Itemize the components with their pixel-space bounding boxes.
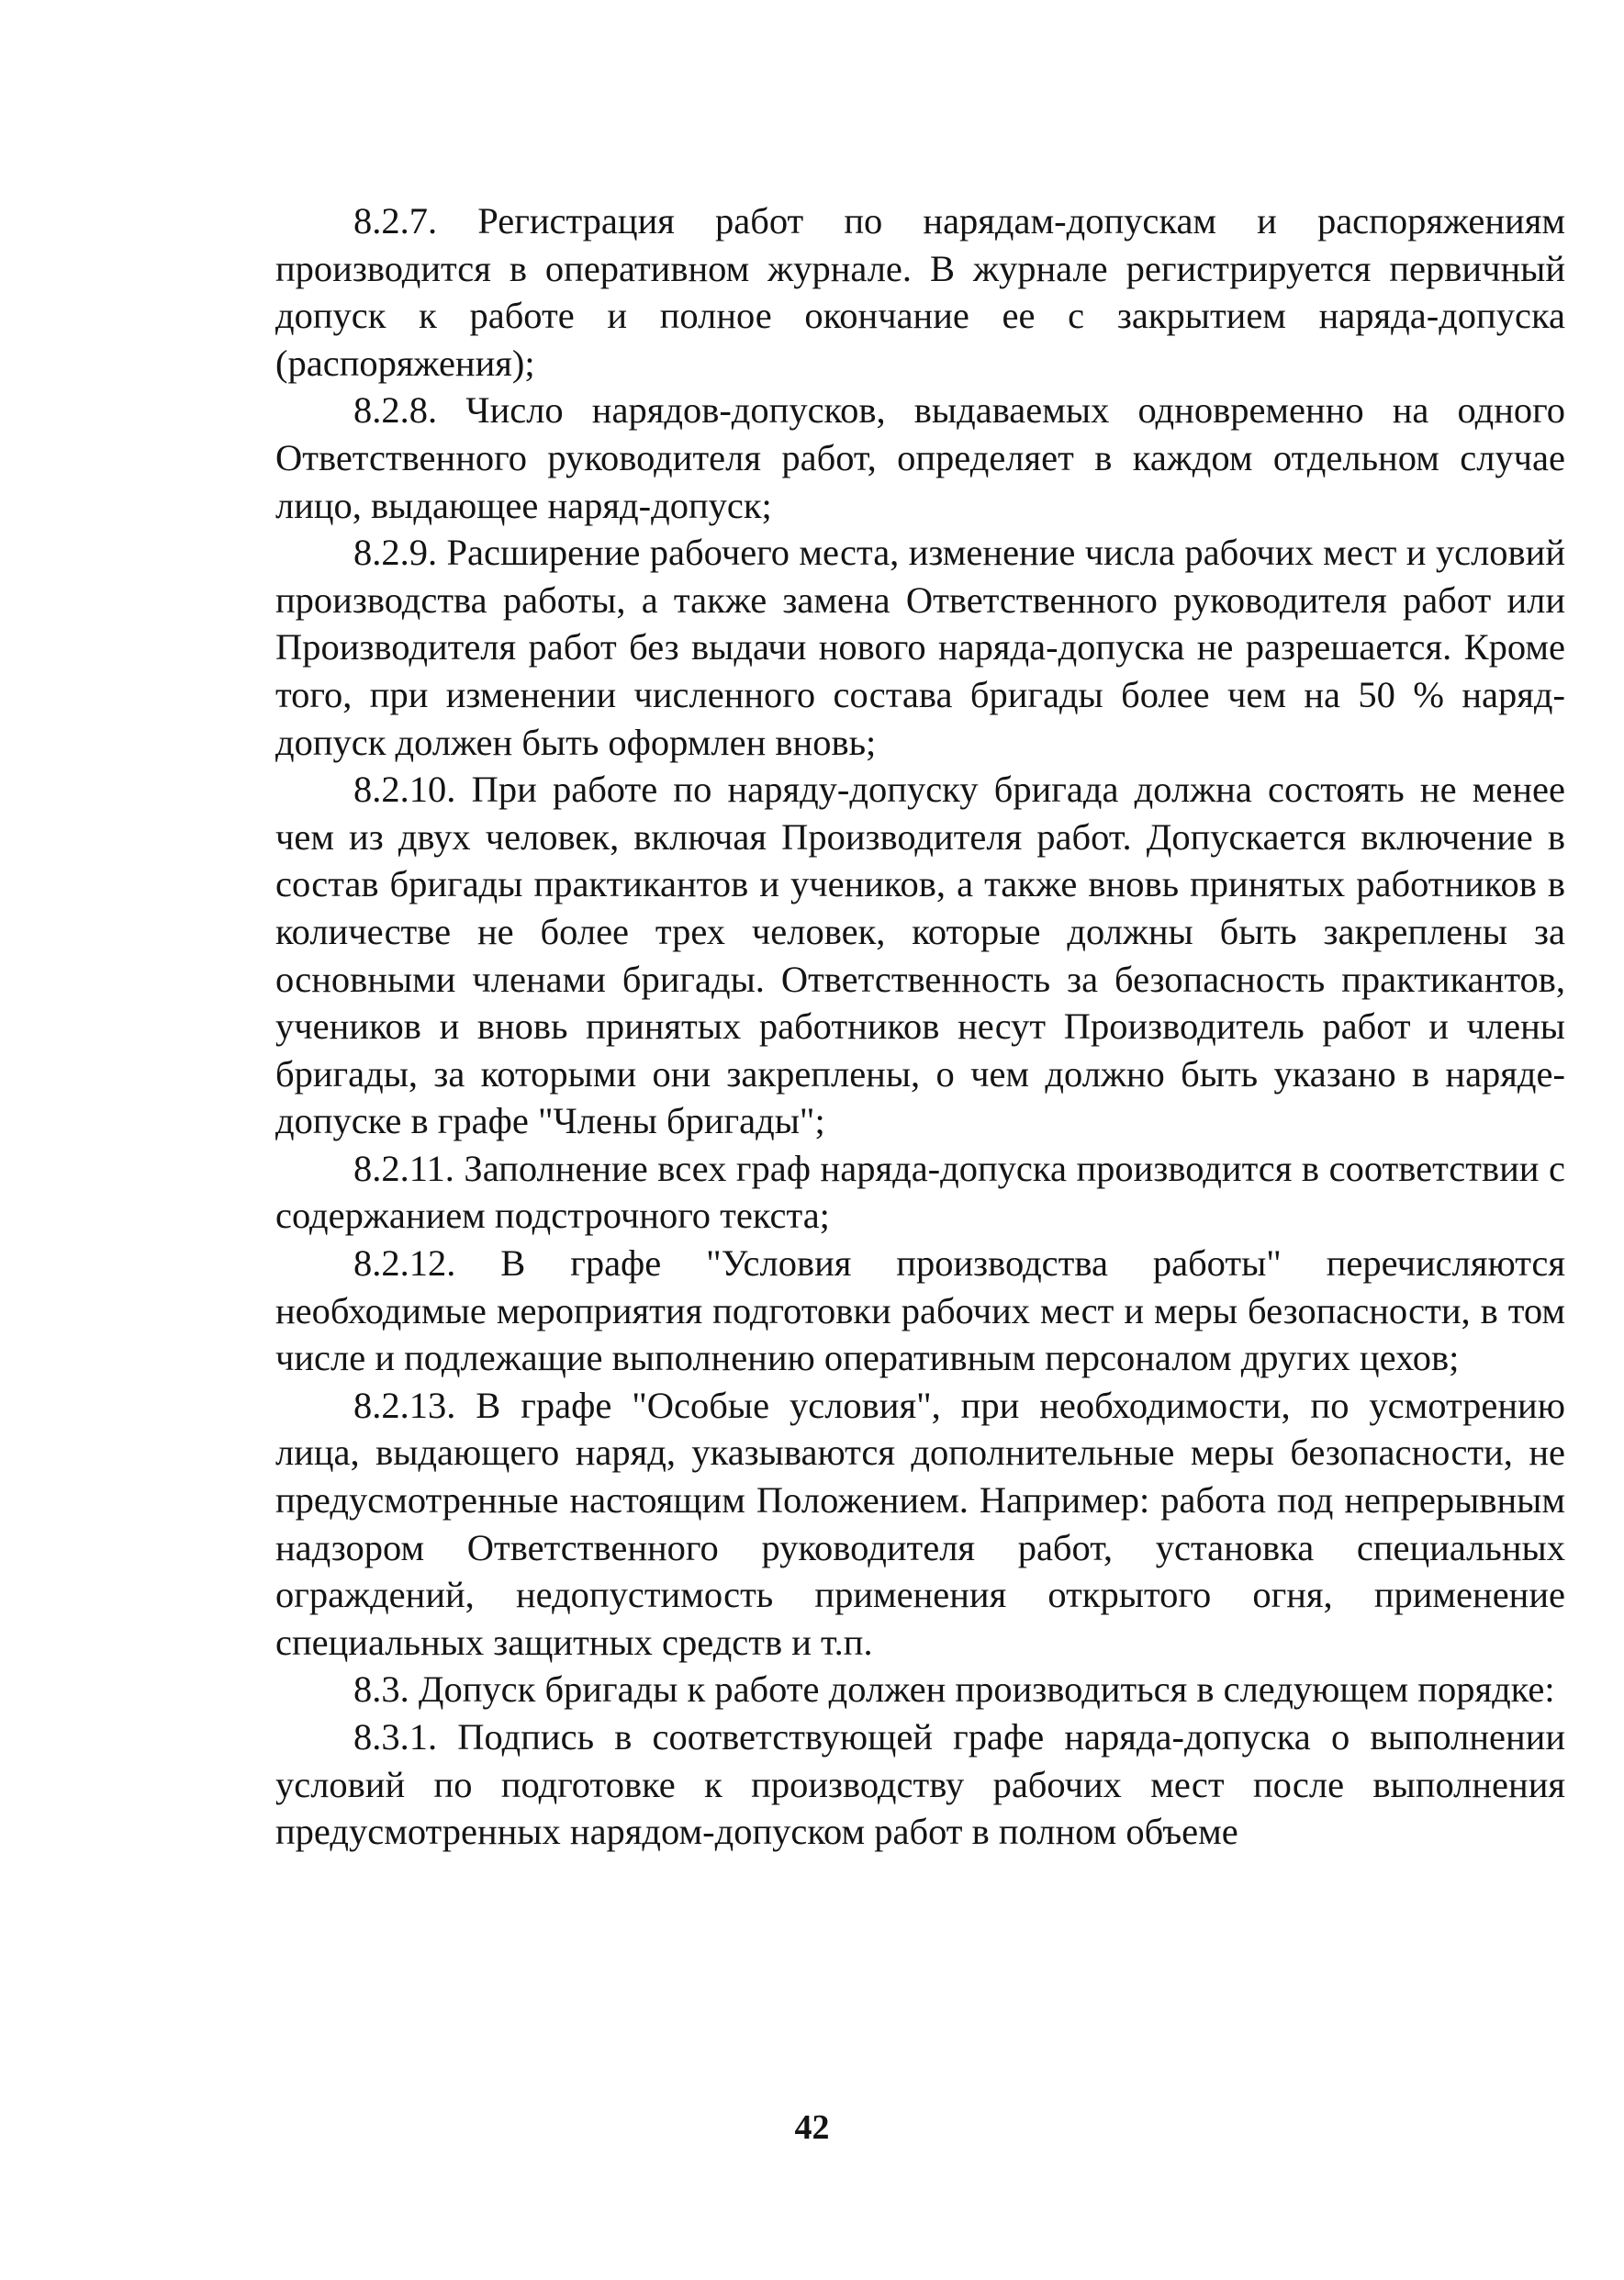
- page-number: 42: [794, 2108, 830, 2147]
- paragraph-8-3: 8.3. Допуск бригады к работе должен производиться в следующем порядке:: [353, 1668, 1555, 1711]
- paragraph-8-2-7: 8.2.7. Регистрация работ по нарядам-допускам и распоряжениям производится в оперативном журнале. В журнале регистрируется первичный допуск к работе и полное окончание ее с закрытием наряда-допуска (распоряжения);: [275, 200, 1565, 384]
- paragraph-8-2-11: 8.2.11. Заполнение всех граф наряда-допуска производится в соответствии с содержанием подстрочного текста;: [275, 1147, 1565, 1237]
- paragraph-8-2-12: 8.2.12. В графе "Условия производства работы" перечисляются необходимые мероприятия подготовки рабочих мест и меры безопасности, в том числе и подлежащие выполнению оперативным персоналом других цехов;: [275, 1242, 1565, 1379]
- paragraph-8-2-8: 8.2.8. Число нарядов-допусков, выдаваемых одновременно на одного Ответственного руководителя работ, определяет в каждом отдельном случае лицо, выдающее наряд-допуск;: [275, 389, 1565, 526]
- paragraph-8-3-1: 8.3.1. Подпись в соответствующей графе наряда-допуска о выполнении условий по подготовке к производству рабочих мест после выполнения предусмотренных нарядом-допуском работ в полном объеме: [275, 1716, 1565, 1853]
- body-text: [275, 197, 1565, 1856]
- paragraph-8-2-9: 8.2.9. Расширение рабочего места, изменение числа рабочих мест и условий производства работы, а также замена Ответственного руководителя работ или Производителя работ без выдачи нового наряда-допуска не разрешается. Кроме того, при изменении численного состава бригады более чем на 50 % наряд-допуск должен быть оформлен вновь;: [275, 532, 1565, 763]
- paragraph-8-2-10: 8.2.10. При работе по наряду-допуску бригада должна состоять не менее чем из двух человек, включая Производителя работ. Допускается включение в состав бригады практикантов и учеников, а также вновь принятых работников в количестве не более трех человек, которые должны быть закреплены за основными членами бригады. Ответственность за безопасность практикантов, учеников и вновь принятых работников несут Производитель работ и члены бригады, за которыми они закреплены, о чем должно быть указано в наряде-допуске в графе "Члены бригады";: [275, 769, 1565, 1142]
- paragraph-8-2-13: 8.2.13. В графе "Особые условия", при необходимости, по усмотрению лица, выдающего наряд, указываются дополнительные меры безопасности, не предусмотренные настоящим Положением. Например: работа под непрерывным надзором Ответственного руководителя работ, установка специальных ограждений, недопустимость применения открытого огня, применение специальных защитных средств и т.п.: [275, 1384, 1565, 1663]
